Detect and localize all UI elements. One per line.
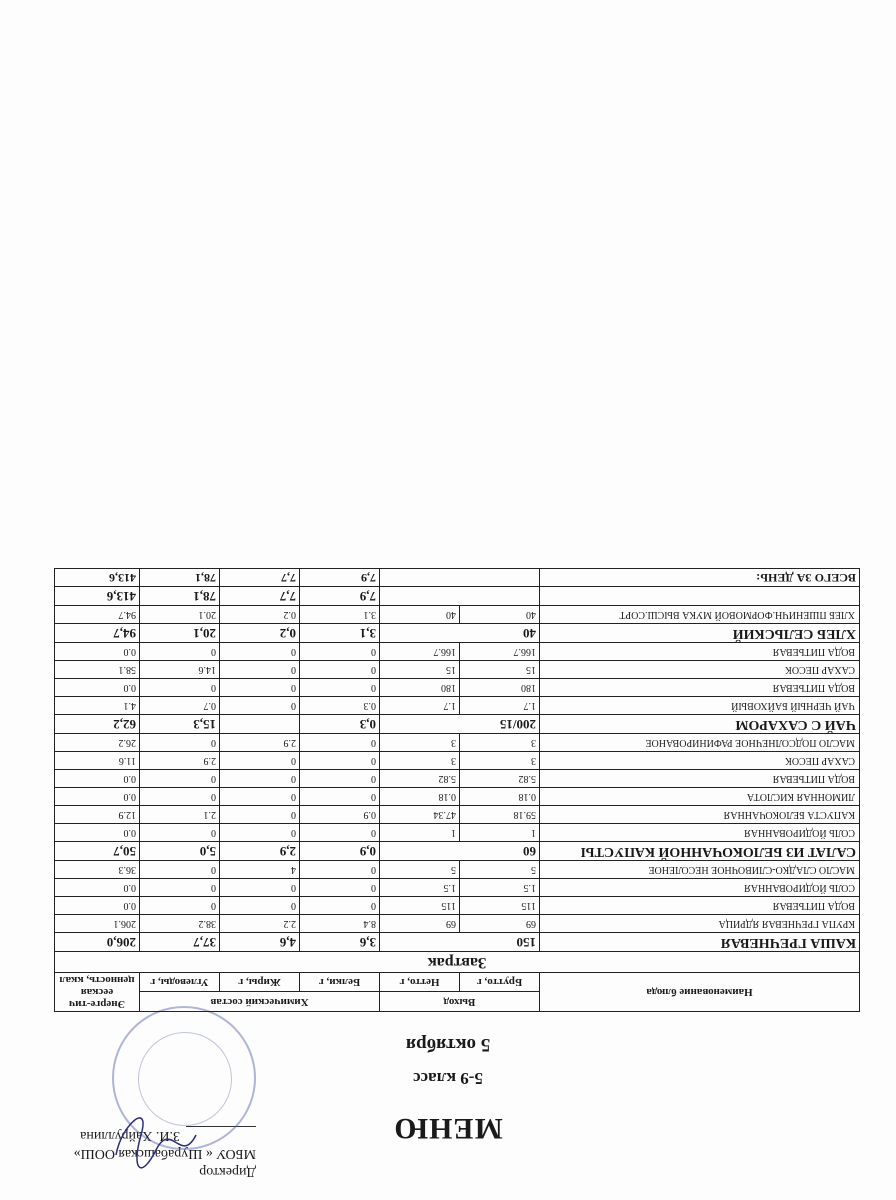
ingredient-energy: 206.1 (54, 915, 139, 933)
ingredient-row (54, 824, 859, 842)
meal-total-carbs: 78,1 (139, 587, 219, 606)
dish-energy: 62,2 (54, 715, 139, 734)
ingredient-fat: 0 (219, 879, 299, 897)
ingredient-protein: 0 (299, 788, 379, 806)
header-fat: Жиры, г (219, 973, 299, 993)
day-total-carbs: 78,1 (139, 569, 219, 587)
ingredient-fat: 0 (219, 770, 299, 788)
ingredient-carbs: 0.7 (139, 697, 219, 715)
ingredient-protein: 0.3 (299, 697, 379, 715)
ingredient-row (54, 806, 859, 824)
ingredient-brutto: 1 (460, 824, 540, 842)
ingredient-protein: 0 (299, 770, 379, 788)
ingredient-netto: 3 (379, 752, 459, 770)
ingredient-row (54, 861, 859, 879)
ingredient-netto: 1 (379, 824, 459, 842)
dish-fat: 4,6 (219, 933, 299, 952)
ingredient-fat: 0 (219, 824, 299, 842)
ingredient-row (54, 788, 859, 806)
dish-output: 60 (379, 842, 539, 861)
dish-name: САЛАТ ИЗ БЕЛОКОЧАННОЙ КАПУСТЫ (540, 842, 860, 861)
approval-org: МБОУ « Шурабашская ООШ» (73, 1146, 256, 1161)
ingredient-fat: 0 (219, 752, 299, 770)
dish-row (54, 624, 859, 643)
ingredient-fat: 0 (219, 679, 299, 697)
ingredient-row (54, 661, 859, 679)
ingredient-brutto: 0.18 (460, 788, 540, 806)
ingredient-protein: 0.9 (299, 806, 379, 824)
ingredient-carbs: 0 (139, 734, 219, 752)
ingredient-carbs: 0 (139, 861, 219, 879)
header-carbs: Углеводы, г (139, 973, 219, 993)
ingredient-netto: 47.34 (379, 806, 459, 824)
ingredient-energy: 0.0 (54, 824, 139, 842)
ingredient-brutto: 180 (460, 679, 540, 697)
ingredient-name: ЧАЙ ЧЕРНЫЙ БАЙХОВЫЙ (540, 697, 860, 715)
ingredient-name: ХЛЕБ ПШЕНИЧН.ФОРМОВОЙ МУКА ВЫСШ.СОРТ (540, 606, 860, 624)
ingredient-row (54, 679, 859, 697)
ingredient-fat: 0.2 (219, 606, 299, 624)
ingredient-fat: 0 (219, 788, 299, 806)
meal-total-fat: 7,7 (219, 587, 299, 606)
ingredient-name: ВОДА ПИТЬЕВАЯ (540, 643, 860, 661)
ingredient-fat: 2.2 (219, 915, 299, 933)
ingredient-name: ВОДА ПИТЬЕВАЯ (540, 897, 860, 915)
ingredient-brutto: 166.7 (460, 643, 540, 661)
dish-fat: 0,2 (219, 624, 299, 643)
ingredient-energy: 0.0 (54, 643, 139, 661)
ingredient-netto: 115 (379, 897, 459, 915)
ingredient-energy: 0.0 (54, 679, 139, 697)
ingredient-name: САХАР ПЕСОК (540, 752, 860, 770)
day-total-energy: 413,6 (54, 569, 139, 587)
dish-output: 200/15 (379, 715, 539, 734)
ingredient-carbs: 0 (139, 824, 219, 842)
ingredient-row (54, 915, 859, 933)
ingredient-name: ВОДА ПИТЬЕВАЯ (540, 679, 860, 697)
ingredient-energy: 58.1 (54, 661, 139, 679)
ingredient-netto: 0.18 (379, 788, 459, 806)
ingredient-energy: 12.9 (54, 806, 139, 824)
meal-total-row (54, 587, 859, 606)
ingredient-name: ВОДА ПИТЬЕВАЯ (540, 770, 860, 788)
ingredient-netto: 1.5 (379, 879, 459, 897)
header-chem: Химический состав (139, 992, 379, 1012)
ingredient-row (54, 897, 859, 915)
ingredient-brutto: 69 (460, 915, 540, 933)
header-name: Наименование блюда (540, 973, 860, 1012)
dish-carbs: 37,7 (139, 933, 219, 952)
ingredient-row (54, 697, 859, 715)
ingredient-brutto: 5 (460, 861, 540, 879)
ingredient-carbs: 14.6 (139, 661, 219, 679)
dish-fat (219, 715, 299, 734)
ingredient-name: САХАР ПЕСОК (540, 661, 860, 679)
ingredient-protein: 0 (299, 879, 379, 897)
meal-name: Завтрак (54, 952, 859, 973)
ingredient-netto: 5.82 (379, 770, 459, 788)
ingredient-brutto: 3 (460, 734, 540, 752)
ingredient-fat: 4 (219, 861, 299, 879)
menu-table (54, 568, 860, 1012)
ingredient-fat: 0 (219, 661, 299, 679)
ingredient-fat: 0 (219, 697, 299, 715)
dish-energy: 94,7 (54, 624, 139, 643)
ingredient-protein: 0 (299, 897, 379, 915)
ingredient-row (54, 734, 859, 752)
ingredient-fat: 0 (219, 806, 299, 824)
ingredient-row (54, 643, 859, 661)
meal-total-protein: 7,9 (299, 587, 379, 606)
ingredient-carbs: 0 (139, 879, 219, 897)
ingredient-brutto: 1.7 (460, 697, 540, 715)
ingredient-name: КРУПА ГРЕЧНЕВАЯ ЯДРИЦА (540, 915, 860, 933)
day-total-fat: 7,7 (219, 569, 299, 587)
ingredient-protein: 0 (299, 734, 379, 752)
ingredient-carbs: 0 (139, 897, 219, 915)
approval-signer: З.И. Хайруллина (80, 1128, 180, 1143)
ingredient-netto: 15 (379, 661, 459, 679)
ingredient-name: МАСЛО СЛАДКО-СЛИВОЧНОЕ НЕСОЛЕНОЕ (540, 861, 860, 879)
ingredient-protein: 3.1 (299, 606, 379, 624)
dish-name: ЧАЙ С САХАРОМ (540, 715, 860, 734)
dish-carbs: 5,0 (139, 842, 219, 861)
dish-energy: 206,0 (54, 933, 139, 952)
dish-carbs: 20,1 (139, 624, 219, 643)
ingredient-netto: 166.7 (379, 643, 459, 661)
ingredient-protein: 0 (299, 679, 379, 697)
ingredient-energy: 36.3 (54, 861, 139, 879)
ingredient-carbs: 2.1 (139, 806, 219, 824)
day-total-protein: 7,9 (299, 569, 379, 587)
header-energy: Энерге-тич ееская ценность, ккал (54, 973, 139, 1012)
dish-name: ХЛЕБ СЕЛЬСКИЙ (540, 624, 860, 643)
ingredient-netto: 1.7 (379, 697, 459, 715)
ingredient-protein: 8.4 (299, 915, 379, 933)
ingredient-carbs: 38.2 (139, 915, 219, 933)
ingredient-carbs: 0 (139, 770, 219, 788)
ingredient-row (54, 752, 859, 770)
ingredient-brutto: 115 (460, 897, 540, 915)
dish-protein: 0,3 (299, 715, 379, 734)
page-title: МЕНЮ (393, 1112, 503, 1145)
ingredient-protein: 0 (299, 861, 379, 879)
ingredient-fat: 2.9 (219, 734, 299, 752)
ingredient-protein: 0 (299, 661, 379, 679)
ingredient-row (54, 770, 859, 788)
dish-fat: 2,9 (219, 842, 299, 861)
dish-carbs: 15,3 (139, 715, 219, 734)
ingredient-name: КАПУСТА БЕЛОКОЧАННАЯ (540, 806, 860, 824)
ingredient-protein: 0 (299, 824, 379, 842)
ingredient-name: МАСЛО ПОДСОЛНЕЧНОЕ РАФИНИРОВАНОЕ (540, 734, 860, 752)
ingredient-brutto: 1.5 (460, 879, 540, 897)
dish-output: 150 (379, 933, 539, 952)
ingredient-brutto: 5.82 (460, 770, 540, 788)
ingredient-energy: 0.0 (54, 897, 139, 915)
day-total-row (54, 569, 859, 587)
ingredient-netto: 3 (379, 734, 459, 752)
ingredient-protein: 0 (299, 752, 379, 770)
header-protein: Белки, г (299, 973, 379, 993)
ingredient-name: СОЛЬ ЙОДИРОВАННАЯ (540, 824, 860, 842)
ingredient-name: ЛИМОННАЯ КИСЛОТА (540, 788, 860, 806)
ingredient-energy: 4.1 (54, 697, 139, 715)
header-brutto: Брутто, г (460, 973, 540, 993)
dish-output: 40 (379, 624, 539, 643)
dish-row (54, 715, 859, 734)
ingredient-netto: 180 (379, 679, 459, 697)
ingredient-energy: 0.0 (54, 788, 139, 806)
dish-row (54, 842, 859, 861)
ingredient-brutto: 3 (460, 752, 540, 770)
approval-position: Директор (199, 1164, 256, 1179)
ingredient-name: СОЛЬ ЙОДИРОВАННАЯ (540, 879, 860, 897)
ingredient-brutto: 40 (460, 606, 540, 624)
dish-protein: 3,6 (299, 933, 379, 952)
menu-date: 5 октября (405, 1034, 491, 1055)
ingredient-energy: 0.0 (54, 879, 139, 897)
ingredient-row (54, 879, 859, 897)
ingredient-carbs: 0 (139, 643, 219, 661)
ingredient-energy: 94.7 (54, 606, 139, 624)
ingredient-carbs: 0 (139, 679, 219, 697)
day-total-label: ВСЕГО ЗА ДЕНЬ: (540, 569, 860, 587)
header-output: Выход (379, 992, 539, 1012)
ingredient-fat: 0 (219, 643, 299, 661)
ingredient-carbs: 20.1 (139, 606, 219, 624)
header-netto: Нетто, г (379, 973, 459, 993)
ingredient-protein: 0 (299, 643, 379, 661)
ingredient-carbs: 2.9 (139, 752, 219, 770)
ingredient-netto: 40 (379, 606, 459, 624)
dish-energy: 50,7 (54, 842, 139, 861)
ingredient-row (54, 606, 859, 624)
ingredient-brutto: 15 (460, 661, 540, 679)
ingredient-carbs: 0 (139, 788, 219, 806)
ingredient-netto: 69 (379, 915, 459, 933)
dish-row (54, 933, 859, 952)
ingredient-netto: 5 (379, 861, 459, 879)
dish-protein: 0,9 (299, 842, 379, 861)
dish-protein: 3,1 (299, 624, 379, 643)
ingredient-fat: 0 (219, 897, 299, 915)
ingredient-brutto: 59.18 (460, 806, 540, 824)
ingredient-energy: 11.6 (54, 752, 139, 770)
dish-name: КАША ГРЕЧНЕВАЯ (540, 933, 860, 952)
ingredient-energy: 0.0 (54, 770, 139, 788)
class-label: 5-9 класс (413, 1069, 483, 1088)
ingredient-energy: 26.2 (54, 734, 139, 752)
meal-total-energy: 413,6 (54, 587, 139, 606)
